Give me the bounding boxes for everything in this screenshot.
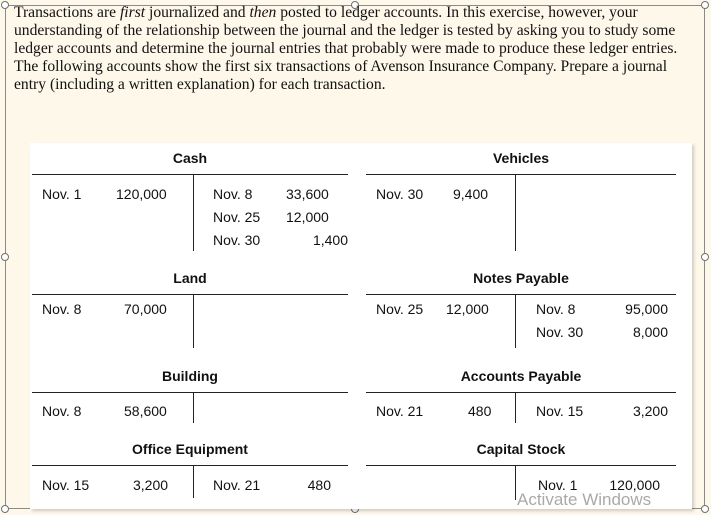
credit-date: Nov. 25: [213, 209, 261, 225]
debit-date: Nov. 8: [42, 301, 82, 317]
account-title: Accounts Payable: [460, 368, 582, 384]
t-account-accounts-payable: [366, 368, 676, 428]
t-account-rule: [366, 294, 676, 295]
debit-amount: 12,000: [446, 301, 489, 317]
t-account-office-equipment: [32, 441, 348, 501]
t-account-vehicles: [366, 150, 676, 250]
credit-amount: 480: [307, 477, 331, 493]
t-account-notes-payable: [366, 270, 676, 350]
t-accounts-panel: [30, 143, 692, 509]
debit-amount: 58,600: [124, 403, 167, 419]
credit-amount: 3,200: [632, 403, 668, 419]
emphasis-first: first: [119, 4, 146, 21]
t-account-divider: [193, 175, 194, 251]
account-title: Vehicles: [492, 150, 550, 166]
t-account-rule: [32, 174, 348, 175]
credit-amount: 33,600: [286, 186, 329, 202]
credit-amount: 1,400: [312, 232, 348, 248]
t-account-rule: [366, 465, 676, 466]
resize-handle-middle-right[interactable]: [701, 253, 709, 261]
credit-date: Nov. 8: [536, 301, 576, 317]
emphasis-then: then: [249, 4, 277, 21]
debit-date: Nov. 21: [376, 403, 424, 419]
t-account-divider: [193, 466, 194, 498]
debit-amount: 120,000: [116, 186, 167, 202]
t-account-rule: [32, 465, 348, 466]
activate-windows-watermark: Activate Windows: [517, 490, 652, 509]
account-title: Notes Payable: [473, 270, 569, 286]
resize-handle-bottom-right[interactable]: [701, 505, 709, 513]
account-title: Cash: [172, 150, 208, 166]
credit-amount: 12,000: [286, 209, 329, 225]
t-account-divider: [515, 175, 516, 251]
t-account-divider: [515, 466, 516, 500]
credit-date: Nov. 21: [213, 477, 261, 493]
exercise-instructions: Transactions are first journalized and then posted to ledger accounts. In this exercise, however, your understanding of the relationship between the journal and the ledger is tested by asking you to study some ledger accounts and determine the journal entries that probably were made to produce these ledger entries. The following accounts show the first six transactions of Avenson Insurance Company. Prepare a journal entry (including a written explanation) for each transaction.: [14, 4, 678, 93]
credit-amount: 8,000: [632, 324, 668, 340]
resize-handle-top-left[interactable]: [1, 1, 9, 9]
t-account-divider: [515, 295, 516, 348]
credit-date: Nov. 8: [213, 186, 253, 202]
t-account-rule: [366, 174, 676, 175]
debit-amount: 70,000: [124, 301, 167, 317]
debit-amount: 3,200: [133, 477, 169, 493]
credit-date: Nov. 15: [536, 403, 584, 419]
debit-amount: 480: [468, 403, 492, 419]
debit-date: Nov. 1: [42, 186, 82, 202]
credit-amount: 95,000: [625, 301, 668, 317]
credit-amount: 120,000: [609, 477, 660, 493]
debit-date: Nov. 30: [376, 186, 424, 202]
resize-handle-middle-left[interactable]: [1, 253, 9, 261]
t-account-divider: [193, 393, 194, 423]
t-account-divider: [193, 295, 194, 348]
t-account-rule: [32, 392, 348, 393]
account-title: Building: [162, 368, 218, 384]
account-title: Capital Stock: [476, 441, 566, 457]
credit-date: Nov. 30: [213, 232, 261, 248]
account-title: Land: [173, 270, 207, 286]
t-account-divider: [515, 393, 516, 423]
credit-date: Nov. 1: [538, 477, 578, 493]
debit-date: Nov. 25: [376, 301, 424, 317]
resize-handle-bottom-left[interactable]: [1, 505, 9, 513]
account-title: Office Equipment: [132, 441, 248, 457]
t-account-cash: [32, 150, 348, 250]
t-account-rule: [366, 392, 676, 393]
t-account-rule: [32, 294, 348, 295]
t-account-building: [32, 368, 348, 428]
resize-handle-top-right[interactable]: [701, 1, 709, 9]
debit-amount: 9,400: [453, 186, 489, 202]
debit-date: Nov. 8: [42, 403, 82, 419]
debit-date: Nov. 15: [42, 477, 90, 493]
credit-date: Nov. 30: [536, 324, 584, 340]
t-account-land: [32, 270, 348, 350]
